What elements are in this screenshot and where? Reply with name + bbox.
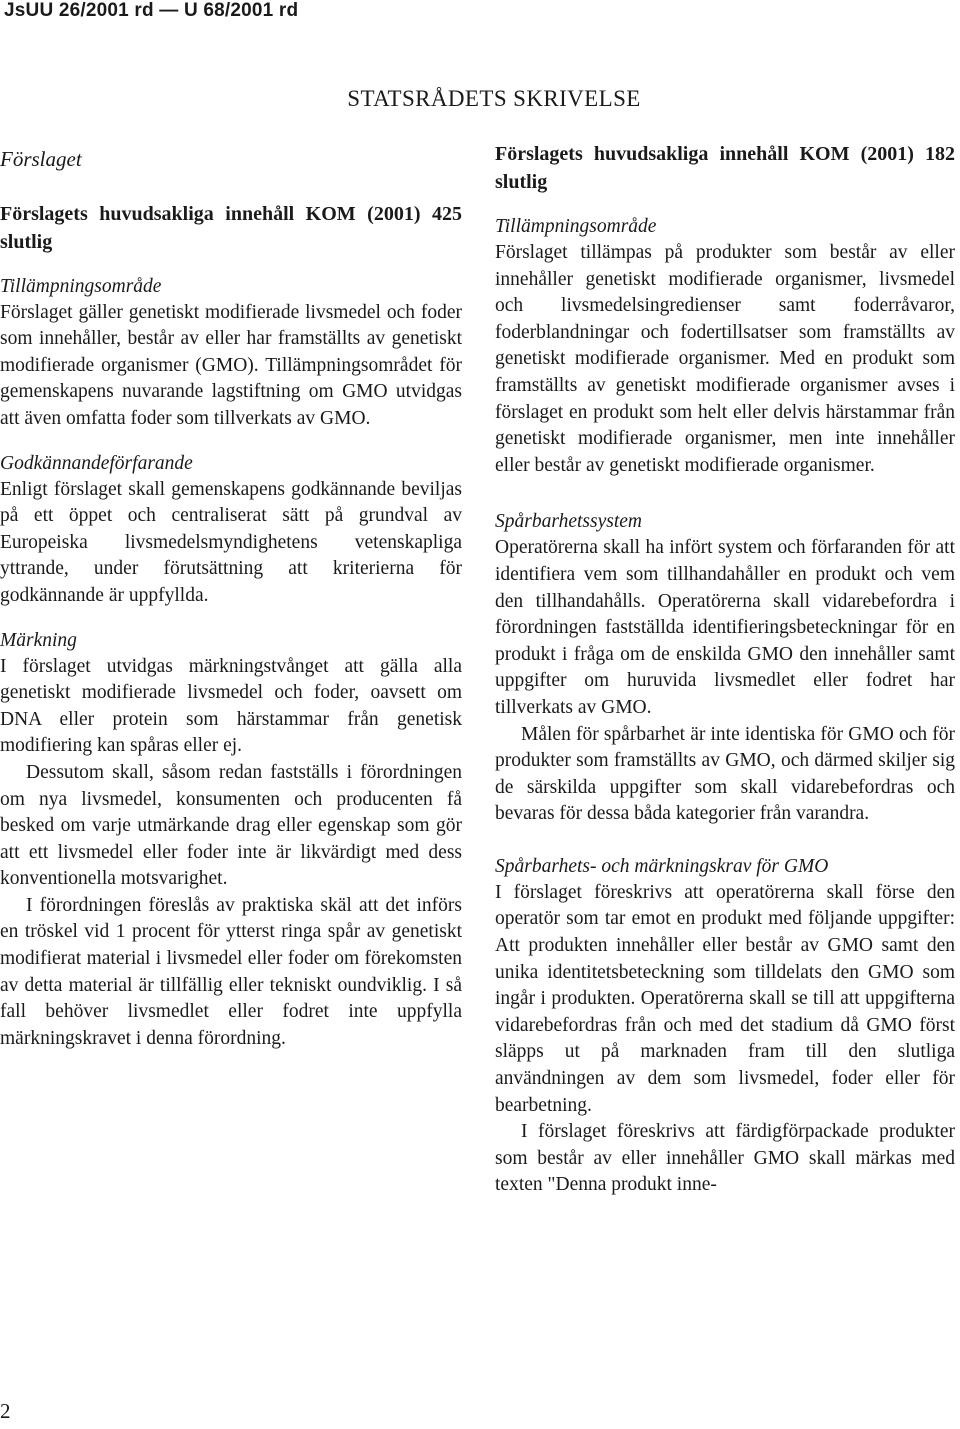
right-paragraph-requirements-1: I förslaget föreskrivs att operatörerna skall förse den operatör som tar emot en produkt med följande uppgifter: Att produkten innehåller eller består av GMO samt den unika identitetsbeteckning som tilldelats den GMO som ingår i produkten. Operatörerna skall se till att uppgifterna vidarebefordras från och med det stadium då GMO först släpps ut på marknaden fram till den slutliga användningen av dem som livsmedel, foder eller för bearbetning. xyxy=(495,881,955,1116)
left-subheading-labelling: Märkning xyxy=(0,629,77,651)
right-paragraph-traceability-2: Målen för spårbarhet är inte identiska för GMO och för produkter som framställts av GMO, och därmed skiljer sig de särskilda uppgifter som skall vidarebefordras och bevaras för dessa båda kategorier från varandra. xyxy=(495,723,955,825)
left-paragraph-labelling-2: Dessutom skall, såsom redan fastställs i förordningen om nya livsmedel, konsumenten och producenten få besked om varje utmärkande drag eller egenskap som gör att ett livsmedel eller foder inte är likvärdigt med dess konventionella motsvarighet. xyxy=(0,761,462,890)
left-column xyxy=(0,140,462,1052)
left-paragraph-authorisation: Enligt förslaget skall gemenskapens godkännande beviljas på ett öppet och centraliserat sätt på grundval av Europeiska livsmedelsmyndighetens vetenskapliga yttrande, under förutsättning att kriterierna för godkännande är uppfyllda. xyxy=(0,478,462,606)
right-main-heading: Förslagets huvudsakliga innehåll KOM (2001) 182 slutlig xyxy=(495,143,955,193)
left-subheading-authorisation: Godkännandeförfarande xyxy=(0,452,193,474)
right-paragraph-traceability-1: Operatörerna skall ha infört system och förfaranden för att identifiera vem som tillhandahåller en produkt och vem den tillhandahålls. Operatörerna skall vidarebefordra i förordningen fastställda identifieringsbeteckningar för en produkt i fråga om de enskilda GMO den innehåller samt uppgifter om huruvida livsmedlet eller fodret har tillverkats av GMO. xyxy=(495,537,955,718)
right-subheading-traceability-labelling: Spårbarhets- och märkningskrav för GMO xyxy=(495,855,829,877)
left-paragraph-labelling-1: I förslaget utvidgas märkningstvånget att gälla alla genetiskt modifierade livsmedel och foder, oavsett om DNA eller protein som härstammar från genetisk modifiering kan spåras eller ej. xyxy=(0,655,462,757)
right-subheading-scope: Tillämpningsområde xyxy=(495,216,657,237)
right-column xyxy=(495,140,955,1199)
right-subheading-traceability: Spårbarhetssystem xyxy=(495,511,642,533)
running-head: JsUU 26/2001 rd — U 68/2001 rd xyxy=(4,0,299,21)
left-paragraph-labelling-3: I förordningen föreslås av praktiska skäl att det införs en tröskel vid 1 procent för ytterst ringa spår av genetiskt modifierat material i livsmedel eller foder om förekomsten av detta material är tillfällig eller tekniskt oundviklig. I så fall behöver livsmedlet eller fodret inte uppfylla märkningskravet i denna förordning. xyxy=(0,894,462,1049)
right-paragraph-requirements-2: I förslaget föreskrivs att färdigförpackade produkter som består av eller innehåller GMO skall märkas med texten "Denna produkt inne- xyxy=(495,1121,955,1196)
right-paragraph-scope: Förslaget tillämpas på produkter som består av eller innehåller genetiskt modifierade organismer, livsmedel och livsmedelsingredienser samt foderråvaror, foderblandningar och fodertillsatser som framställts av genetiskt modifierade organismer. Med en produkt som framställts av genetiskt modifierade organismer avses i förslaget en produkt som helt eller delvis härstammar från genetiskt modifierade organismer, men inte innehåller eller består av genetiskt modifierade organismer. xyxy=(495,242,955,476)
left-subheading-scope: Tillämpningsområde xyxy=(0,275,162,297)
section-title: STATSRÅDETS SKRIVELSE xyxy=(347,86,641,111)
left-main-heading: Förslagets huvudsakliga innehåll KOM (2001) 425 slutlig xyxy=(0,202,462,253)
page-number: 2 xyxy=(0,1399,11,1423)
chapter-heading: Förslaget xyxy=(0,147,82,171)
left-paragraph-scope: Förslaget gäller genetiskt modifierade livsmedel och foder som innehåller, består av eller har framställts av genetiskt modifierade organismer (GMO). Tillämpningsområdet för gemenskapens nuvarande lagstiftning om GMO utvidgas att även omfatta foder som tillverkats av GMO. xyxy=(0,301,462,429)
